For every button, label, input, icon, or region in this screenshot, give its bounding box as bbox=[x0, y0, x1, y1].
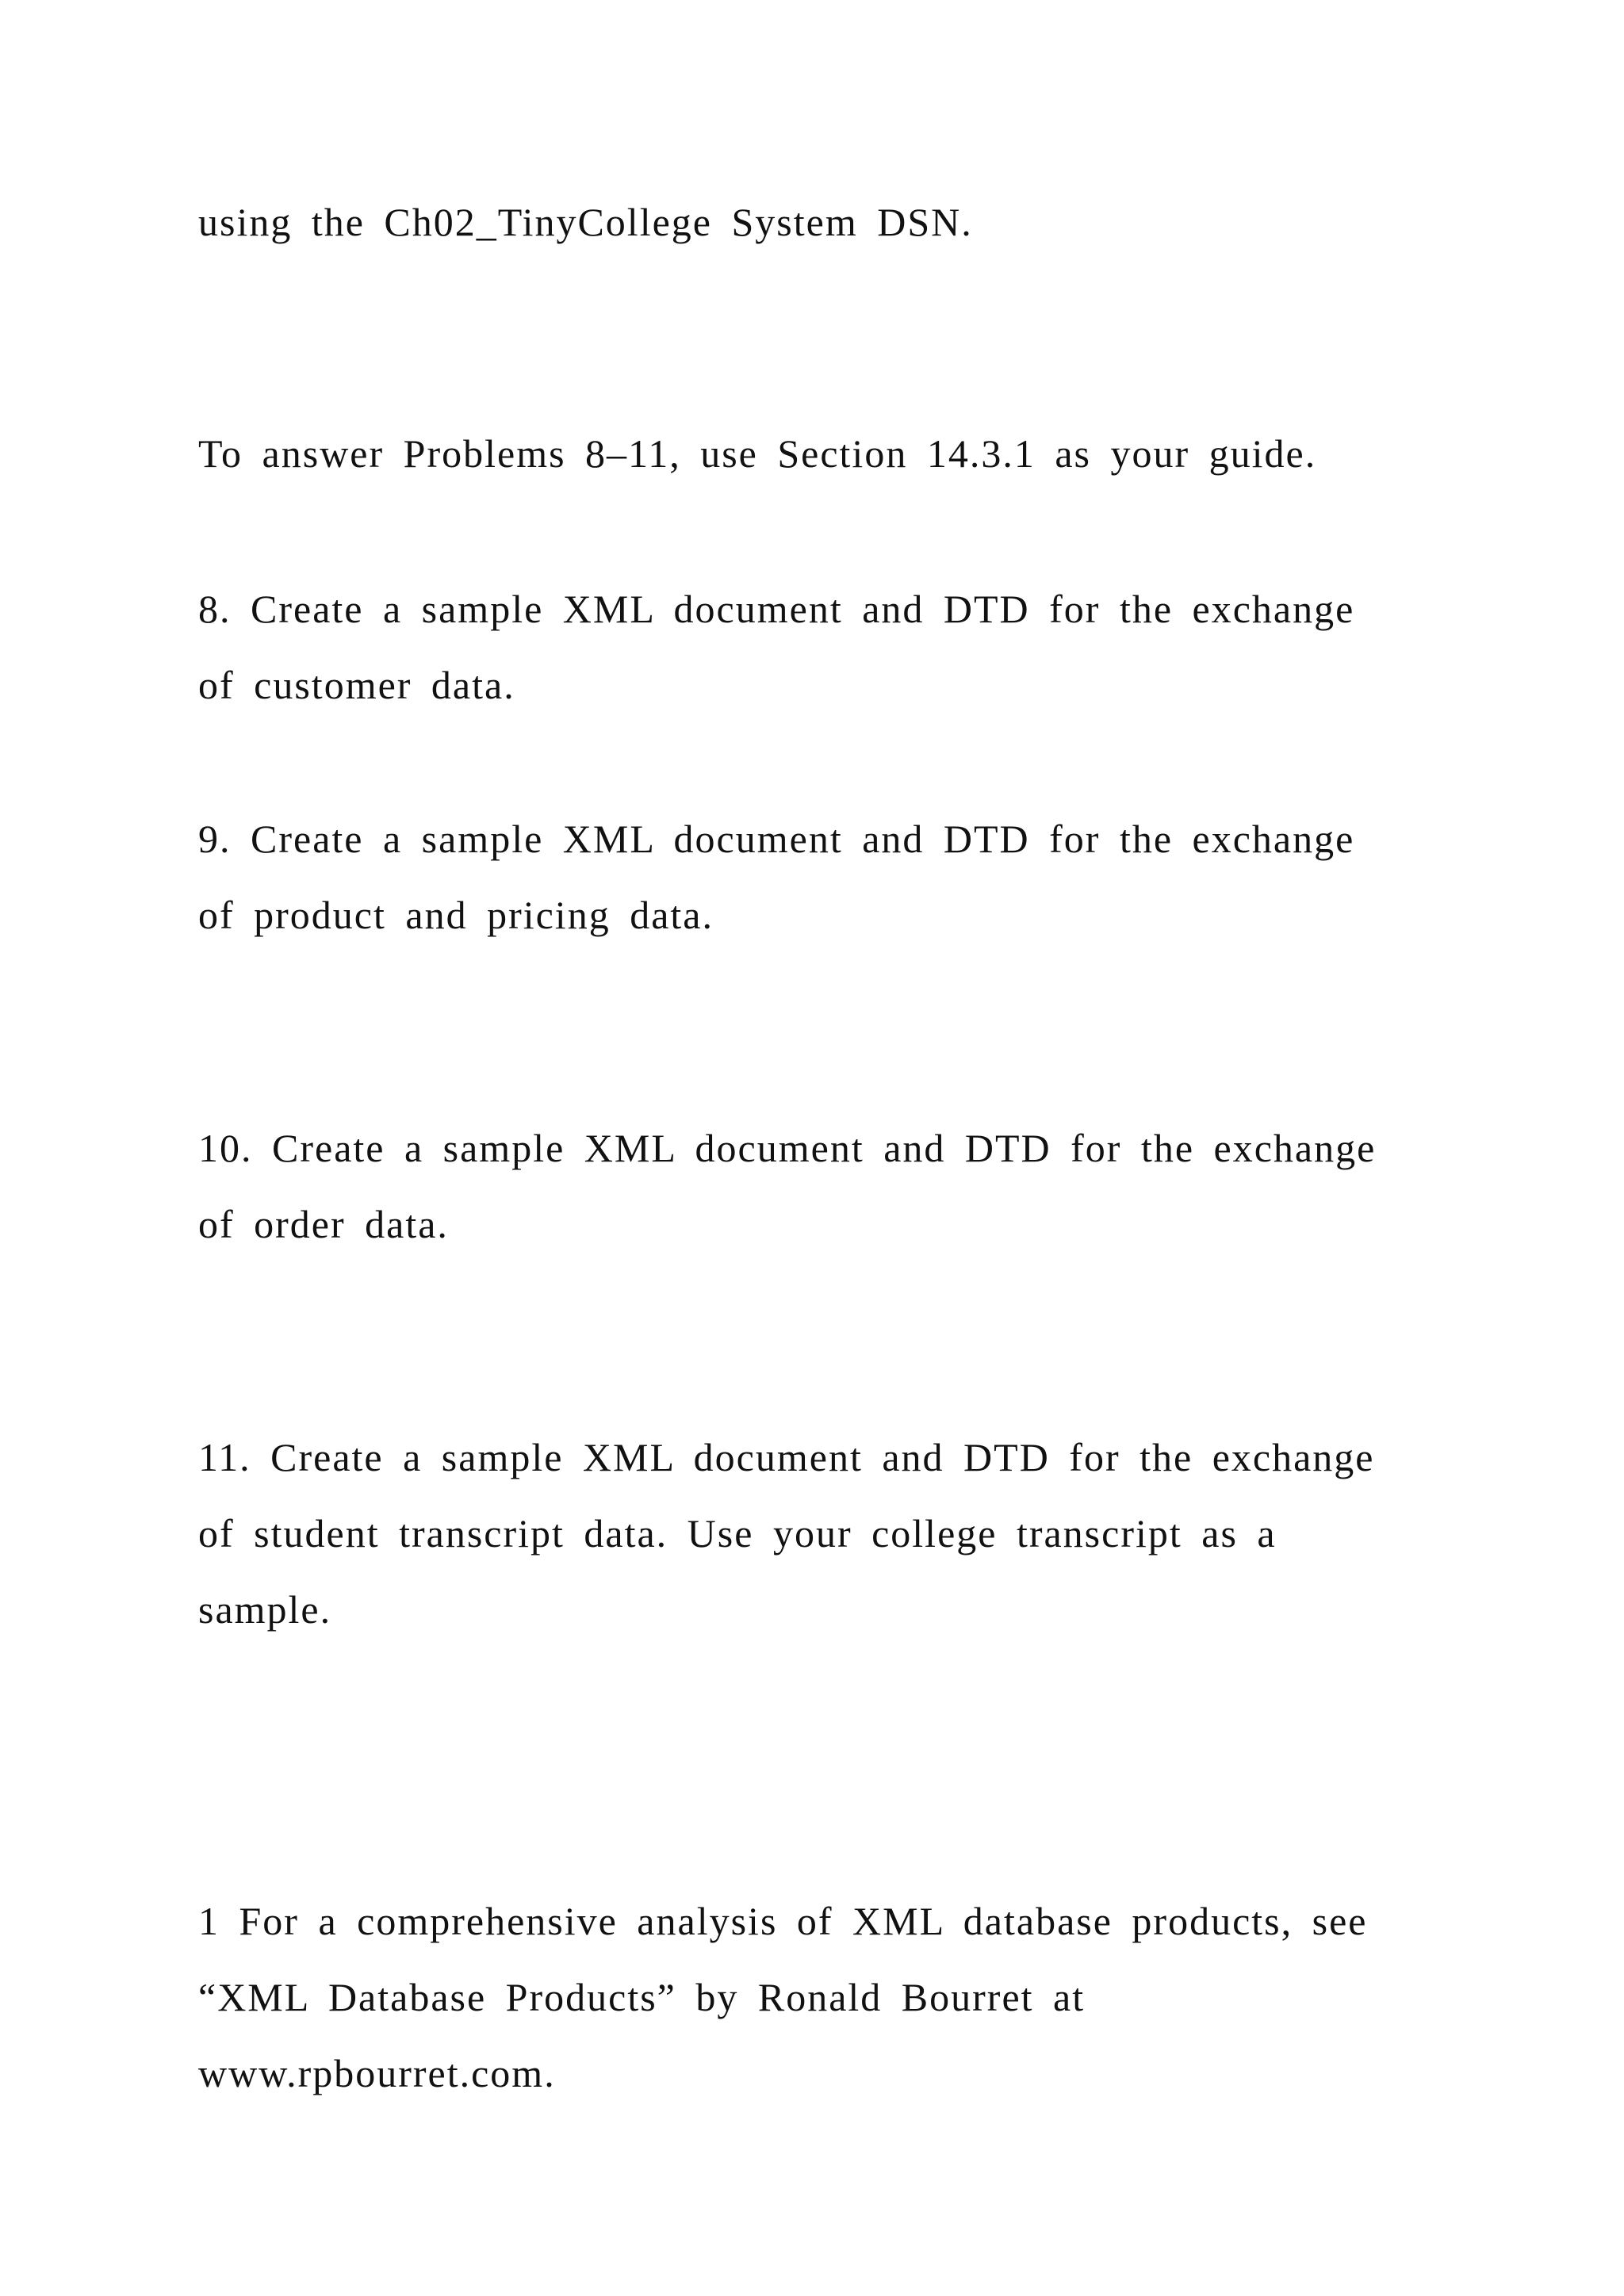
text-line: of student transcript data. Use your college transcript as a bbox=[198, 1511, 1277, 1556]
problem-11 bbox=[198, 1419, 1451, 1647]
text-line: 8. Create a sample XML document and DTD for the exchange bbox=[198, 587, 1355, 631]
footnote-url: www.rpbourret.com. bbox=[198, 2051, 556, 2095]
text-line: 1 For a comprehensive analysis of XML database products, see bbox=[198, 1899, 1368, 1943]
text-line: 9. Create a sample XML document and DTD for the exchange bbox=[198, 817, 1355, 861]
text-line: To answer Problems 8–11, use Section 14.3.1 as your guide. bbox=[198, 431, 1317, 476]
text-line: 11. Create a sample XML document and DTD for the exchange bbox=[198, 1435, 1375, 1479]
text-line: of order data. bbox=[198, 1202, 449, 1246]
intro-text bbox=[198, 184, 1451, 260]
footnote bbox=[198, 1883, 1451, 2111]
text-line: of product and pricing data. bbox=[198, 893, 714, 937]
text-line: using the Ch02_TinyCollege System DSN. bbox=[198, 200, 973, 244]
problem-9 bbox=[198, 801, 1451, 953]
instruction-text bbox=[198, 415, 1451, 492]
problem-10 bbox=[198, 1110, 1451, 1262]
text-line: of customer data. bbox=[198, 663, 515, 707]
problem-8 bbox=[198, 571, 1451, 723]
text-line: 10. Create a sample XML document and DTD for the exchange bbox=[198, 1126, 1377, 1170]
text-line: sample. bbox=[198, 1587, 332, 1632]
text-line: “XML Database Products” by Ronald Bourret at bbox=[198, 1975, 1086, 2019]
